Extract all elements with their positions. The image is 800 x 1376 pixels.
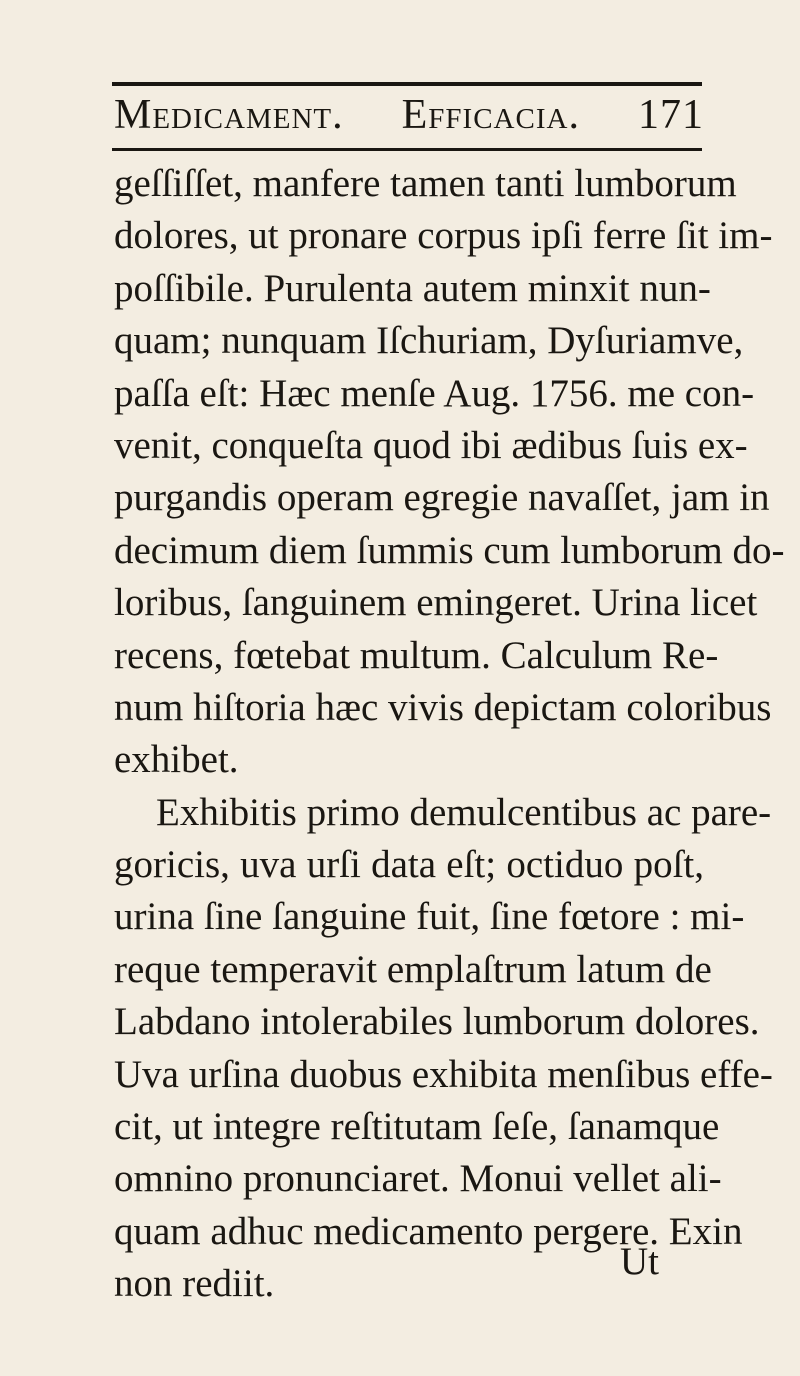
running-head bbox=[114, 91, 704, 139]
text-line: Labdano intolerabiles lumborum dolores. bbox=[114, 1000, 760, 1044]
text-line: paſſa eſt: Hæc menſe Aug. 1756. me con- bbox=[114, 371, 755, 415]
text-line: cit, ut integre reſtitutam ſeſe, ſanamque bbox=[114, 1105, 720, 1149]
text-line: exhibet. bbox=[114, 738, 239, 782]
text-line: Exhibitis primo demulcentibus ac pare- bbox=[156, 790, 772, 834]
text-line: reque temperavit emplaſtrum latum de bbox=[114, 947, 712, 991]
running-head-right: Efficacia. bbox=[401, 92, 580, 138]
text-line: decimum diem ſummis cum lumborum do- bbox=[114, 528, 785, 572]
text-line: num hiſtoria hæc vivis depictam coloribus bbox=[114, 685, 772, 729]
text-line: poſſibile. Purulenta autem minxit nun- bbox=[114, 266, 711, 310]
header-rule-bottom bbox=[112, 148, 702, 151]
text-line: recens, fœtebat multum. Calculum Re- bbox=[114, 633, 719, 677]
header-rule-top bbox=[112, 82, 702, 86]
body-text bbox=[114, 158, 785, 1311]
text-line: geſſiſſet, manfere tamen tanti lumborum bbox=[114, 162, 737, 205]
text-line: venit, conqueſta quod ibi ædibus ſuis ex- bbox=[114, 423, 748, 467]
text-line: purgandis operam egregie navaſſet, jam in bbox=[114, 476, 770, 520]
catchword: Ut bbox=[620, 1240, 659, 1283]
text-line: goricis, uva urſi data eſt; octiduo poſt, bbox=[114, 843, 704, 887]
text-line: non rediit. bbox=[114, 1262, 275, 1306]
text-line: quam adhuc medicamento pergere. Exin bbox=[114, 1209, 743, 1253]
text-line: omnino pronunciaret. Monui vellet ali- bbox=[114, 1157, 722, 1201]
running-head-left: Medicament. bbox=[114, 92, 344, 138]
page-number: 171 bbox=[637, 92, 704, 138]
text-line: dolores, ut pronare corpus ipſi ferre ſit im- bbox=[114, 214, 773, 258]
text-line: loribus, ſanguinem emingeret. Urina licet bbox=[114, 581, 758, 625]
text-line: quam; nunquam Iſchuriam, Dyſuriamve, bbox=[114, 319, 744, 363]
text-line: Uva urſina duobus exhibita menſibus effe- bbox=[114, 1052, 773, 1096]
text-line: urina ſine ſanguine fuit, ſine fœtore : mi- bbox=[114, 895, 745, 939]
